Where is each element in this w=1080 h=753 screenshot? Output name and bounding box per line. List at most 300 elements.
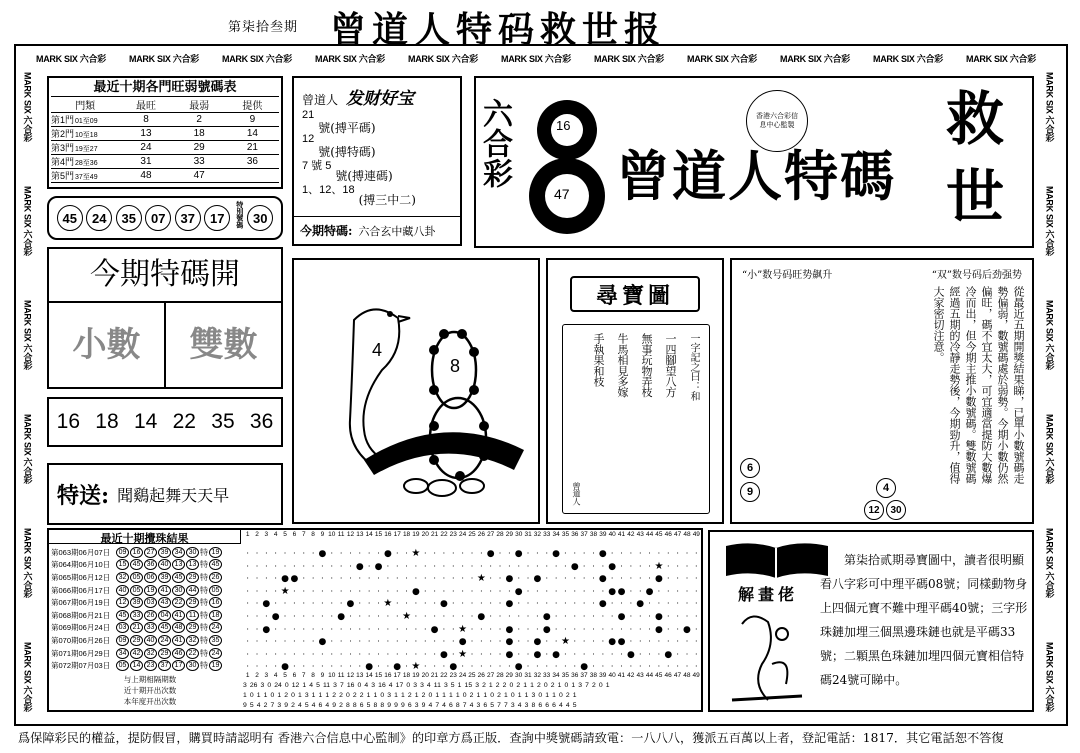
banner-right-2: 世 — [946, 163, 1005, 231]
col-header: 最旺 — [135, 101, 156, 112]
grid-cell: · — [339, 599, 343, 609]
grid-bottom-number: 3 — [264, 672, 269, 679]
grid-cell: ● — [645, 586, 654, 597]
grid-cell: · — [610, 662, 614, 672]
grid-col-number: 7 — [301, 531, 306, 538]
grid-cell: · — [377, 649, 380, 659]
grid-cell: · — [246, 599, 249, 609]
newspaper-title: 曾道人特码救世报 — [330, 9, 667, 51]
grid-cell: · — [629, 624, 633, 634]
result-num: 13 — [186, 559, 199, 570]
special-label: 特 — [200, 585, 208, 595]
grid-cell: · — [582, 586, 586, 596]
result-num: 45 — [130, 559, 143, 570]
grid-cell: · — [377, 574, 380, 584]
grid-bottom-number: 26 — [477, 672, 485, 679]
grid-cell: · — [330, 549, 334, 558]
grid-cell: · — [508, 662, 511, 672]
grid-cell: · — [564, 549, 567, 558]
grid-cell: · — [648, 624, 651, 634]
grid-cell: · — [629, 549, 633, 558]
grid-cell: · — [442, 624, 446, 634]
result-num: 48 — [172, 622, 185, 633]
grid-cell: ● — [617, 612, 626, 622]
grid-cell: · — [592, 637, 595, 647]
grid-cell: · — [414, 561, 418, 571]
grid-cell: · — [246, 662, 249, 672]
result-num: 41 — [158, 585, 171, 596]
grid-cell: · — [414, 599, 418, 609]
grid-cell: · — [536, 549, 539, 558]
result-special: 16 — [209, 597, 222, 608]
grid-cell: · — [498, 599, 502, 609]
grid-cell: · — [695, 574, 698, 584]
result-num: 43 — [158, 597, 171, 608]
grid-cell: · — [573, 574, 577, 584]
grid-cell: · — [554, 637, 558, 647]
grid-cell: · — [470, 574, 474, 584]
grid-cell: · — [442, 549, 446, 558]
grid-cell: · — [592, 599, 595, 609]
result-issue: 第064期06月10日 — [51, 560, 111, 570]
grid-cell: · — [255, 637, 259, 647]
result-row — [51, 571, 241, 584]
grid-bottom-number: 1 — [245, 672, 250, 679]
grid-cell: · — [526, 561, 530, 571]
result-num: 27 — [144, 547, 157, 558]
special-tag: 特別號碼 — [235, 201, 243, 228]
grid-cell: · — [377, 662, 380, 672]
result-num: 29 — [186, 622, 199, 633]
result-num: 44 — [186, 585, 199, 596]
grid-cell: · — [274, 561, 277, 571]
grid-cell: ● — [542, 624, 551, 635]
grid-cell: ● — [505, 574, 514, 585]
grid-cell: · — [423, 612, 427, 621]
grid-cell: · — [592, 561, 595, 571]
result-special: 19 — [209, 547, 222, 558]
grid-cell: · — [395, 549, 399, 558]
brand-tag: MARK SIX 六合彩 — [1044, 72, 1055, 142]
grid-cell: · — [517, 637, 520, 647]
tip-text: (搏三中二) — [358, 193, 416, 207]
result-issue: 第065期06月12日 — [51, 572, 111, 582]
grid-cell: · — [620, 649, 623, 659]
grid-cell: · — [311, 637, 315, 647]
grid-cell: · — [255, 612, 259, 621]
result-num: 16 — [130, 547, 143, 558]
treasure-box — [546, 258, 724, 524]
grid-cell: · — [367, 637, 371, 647]
grid-cell: · — [573, 662, 577, 672]
grid-cell: · — [358, 612, 362, 621]
brand-tag: MARK SIX 六合彩 — [22, 528, 33, 598]
tip-text: 號(搏連碼) — [335, 169, 393, 183]
grid-cell: · — [545, 662, 549, 672]
grid-cell: · — [695, 586, 698, 596]
banner-eight-icon — [522, 88, 612, 238]
grid-bottom-number: 28 — [496, 672, 504, 679]
grid-cell: · — [536, 561, 539, 571]
grid-cell: · — [367, 649, 371, 659]
grid-cell: ● — [552, 549, 561, 559]
grid-cell: · — [452, 637, 455, 647]
grid-cell: ● — [383, 549, 392, 559]
grid-col-number: 3 — [264, 531, 269, 538]
result-num: 29 — [130, 635, 143, 646]
grid-cell: · — [592, 662, 595, 672]
special-ball: 30 — [247, 205, 273, 231]
grid-col-number: 33 — [543, 531, 551, 538]
grid-cell: ● — [440, 649, 448, 660]
grid-col-number: 38 — [589, 531, 598, 538]
tip-text: 號(搏特碼) — [318, 145, 376, 159]
grid-cell: · — [246, 549, 249, 558]
grid-cell: · — [339, 574, 343, 584]
grid-cell: · — [377, 586, 380, 596]
today-number: 36 — [249, 410, 274, 433]
grid-cell: ★ — [476, 573, 486, 585]
grid-col-number: 16 — [384, 531, 392, 538]
grid-cell: · — [554, 561, 558, 571]
grid-cell: · — [405, 561, 408, 571]
grid-cell: · — [358, 549, 362, 558]
grid-cell: · — [526, 624, 530, 634]
grid-cell: · — [657, 662, 661, 672]
grid-cell: · — [311, 586, 315, 596]
grid-cell: · — [386, 561, 390, 571]
grid-col-number: 41 — [617, 531, 626, 538]
grid-cell: · — [274, 637, 277, 647]
grid-cell: · — [582, 637, 586, 647]
grid-cell: · — [452, 612, 455, 621]
grid-cell: · — [377, 637, 380, 647]
grid-cell: · — [638, 624, 642, 634]
grid-cell: · — [601, 612, 605, 621]
tip-number: 1、12、18 — [302, 184, 355, 196]
grid-cell: · — [554, 612, 558, 621]
grid-cell: · — [480, 586, 483, 596]
result-num: 39 — [158, 547, 171, 558]
grid-cell: ● — [617, 637, 626, 648]
grid-col-number: 14 — [365, 531, 373, 538]
grid-cell: · — [349, 649, 352, 659]
grid-cell: · — [302, 624, 306, 634]
grid-cell: · — [582, 574, 586, 584]
banner-title: 曾道人特碼 — [616, 144, 896, 208]
grid-cell: · — [667, 574, 670, 584]
grid-cell: · — [311, 549, 315, 558]
grid-cell: · — [676, 624, 679, 634]
grid-cell: · — [638, 637, 642, 647]
grid-cell: · — [573, 649, 577, 659]
today-title: 今期特碼開 — [49, 249, 281, 303]
grid-cell: · — [246, 586, 249, 596]
result-issue: 第066期06月17日 — [51, 585, 111, 595]
grid-col-number: 27 — [487, 531, 495, 538]
special-label: 特 — [200, 635, 208, 645]
grid-cell: · — [442, 574, 446, 584]
grid-cell: · — [293, 586, 296, 596]
grid-cell: · — [349, 561, 352, 571]
grid-cell: · — [349, 586, 352, 596]
grid-cell: ● — [598, 574, 607, 585]
result-ball: 17 — [204, 205, 230, 231]
analysis-ball: 30 — [886, 500, 906, 520]
grid-cell: · — [405, 549, 408, 558]
brand-tag: MARK SIX 六合彩 — [1044, 186, 1055, 256]
grid-cell: ★ — [560, 636, 570, 648]
result-num: 40 — [158, 559, 171, 570]
grid-col-number: 11 — [337, 531, 345, 538]
row-range: 01至09 — [75, 118, 98, 125]
grid-cell: · — [339, 649, 343, 659]
grid-cell: · — [293, 637, 296, 647]
row-door: 第1門 — [51, 115, 75, 125]
grid-footer-line: 1 0 1 1 0 1 2 0 1 3 1 1 1 2 2 0 2 2 1 1 0 3 1 1 2 1 2 0 1 1 1 1 0 2 1 1 0 2 1 0 1 1 3 0 1 1 0 2 1 — [243, 692, 577, 699]
tip-text: 號(搏平碼) — [318, 121, 376, 135]
grid-cell: · — [648, 637, 651, 647]
grid-cell: · — [517, 561, 520, 571]
grid-col-number: 2 — [255, 531, 259, 538]
grid-cell: · — [433, 549, 436, 558]
row-label — [51, 113, 119, 127]
grid-cell: ● — [374, 561, 383, 572]
grid-col-number: 9 — [320, 531, 325, 538]
grid-bottom-number: 22 — [440, 672, 448, 679]
result-ball: 37 — [175, 205, 201, 231]
grid-cell: ● — [440, 599, 448, 610]
result-special: 24 — [209, 622, 222, 633]
grid-cell: · — [480, 549, 483, 558]
grid-cell: · — [246, 574, 249, 584]
result-num: 41 — [172, 610, 185, 621]
grid-col-number: 8 — [311, 531, 315, 538]
grid-cell: · — [676, 637, 679, 647]
result-issue: 第067期06月19日 — [51, 598, 111, 608]
grid-cell: · — [536, 662, 539, 672]
grid-cell: · — [610, 624, 614, 634]
result-num: 45 — [172, 572, 185, 583]
result-row — [51, 596, 241, 609]
grid-col-number: 17 — [393, 531, 401, 538]
grid-cell: · — [255, 574, 259, 584]
grid-cell: · — [489, 586, 492, 596]
row-door: 第5門 — [51, 171, 75, 181]
special-label: 特 — [200, 560, 208, 570]
grid-cell: · — [311, 574, 315, 584]
result-num: 19 — [144, 585, 157, 596]
grid-bottom-number: 21 — [430, 672, 439, 679]
grid-cell: · — [442, 561, 446, 571]
grid-cell: · — [246, 561, 249, 571]
grid-cell: · — [638, 561, 642, 571]
grid-cell: · — [330, 561, 334, 571]
grid-cell: · — [265, 586, 268, 596]
grid-bottom-number: 2 — [255, 672, 259, 679]
special-label: 特 — [200, 598, 208, 608]
grid-bottom-number: 36 — [571, 672, 579, 679]
grid-cell: · — [265, 549, 268, 558]
grid-cell: · — [311, 599, 315, 609]
grid-cell: · — [620, 599, 623, 609]
grid-cell: · — [695, 561, 698, 571]
grid-cell: · — [480, 637, 483, 647]
row-range: 10至18 — [75, 132, 98, 139]
grid-cell: · — [377, 612, 380, 621]
grid-cell: ● — [654, 612, 663, 622]
grid-cell: · — [489, 624, 492, 634]
treasure-line: 一四腳望八方 — [664, 333, 677, 398]
offer-value: 21 — [246, 142, 258, 153]
grid-cell: · — [498, 561, 502, 571]
grid-cell: · — [573, 549, 577, 558]
grid-col-number: 22 — [440, 531, 448, 538]
grid-cell: · — [386, 624, 390, 634]
grid-col-number: 24 — [459, 531, 467, 538]
grid-cell: · — [395, 637, 399, 647]
grid-cell: · — [582, 599, 586, 609]
grid-cell: · — [498, 586, 502, 596]
grid-col-number: 26 — [477, 531, 485, 538]
grid-cell: · — [339, 549, 343, 558]
grid-cell: · — [554, 599, 558, 609]
grid-cell: · — [601, 649, 605, 659]
grid-cell: · — [405, 624, 408, 634]
grid-cell: · — [592, 612, 595, 621]
grid-cell: · — [461, 549, 464, 558]
grid-cell: · — [302, 637, 306, 647]
grid-cell: · — [302, 549, 306, 558]
grid-cell: · — [311, 624, 315, 634]
brand-tag: MARK SIX 六合彩 — [22, 414, 33, 484]
result-num: 22 — [186, 648, 199, 659]
bird-panel — [292, 258, 540, 524]
balls-box — [47, 196, 283, 240]
grid-cell: · — [293, 624, 296, 634]
grid-cell: · — [246, 637, 249, 647]
grid-cell: · — [349, 574, 352, 584]
brand-tag: MARK SIX 六合彩 — [1044, 642, 1055, 712]
grid-col-number: 19 — [412, 531, 420, 538]
grid-cell: · — [283, 612, 287, 621]
grid-cell: · — [358, 574, 362, 584]
grid-cell: · — [349, 549, 352, 558]
grid-col-number: 49 — [692, 531, 700, 538]
grid-cell: · — [648, 561, 651, 571]
grid-cell: · — [452, 599, 455, 609]
grid-cell: · — [508, 561, 511, 571]
result-num: 21 — [130, 622, 143, 633]
grid-cell: · — [330, 574, 334, 584]
result-special: 19 — [209, 660, 222, 671]
grid-cell: · — [321, 586, 324, 596]
grid-cell: · — [433, 662, 436, 672]
grid-cell: ● — [626, 649, 635, 660]
grid-cell: ● — [458, 637, 467, 648]
grid-cell: · — [610, 574, 614, 584]
grid-cell: · — [349, 637, 352, 647]
today-special-box — [47, 247, 283, 389]
grid-col-number: 6 — [292, 531, 297, 538]
tesong-box — [47, 463, 283, 525]
grid-cell: · — [367, 586, 371, 596]
grid-cell: · — [433, 637, 436, 647]
grid-cell: · — [526, 612, 530, 621]
grid-cell: · — [685, 637, 689, 647]
grid-bottom-number: 14 — [365, 672, 373, 679]
grid-cell: · — [489, 612, 492, 621]
grid-bottom-number: 9 — [320, 672, 325, 679]
grid-col-number: 21 — [430, 531, 439, 538]
grid-bottom-number: 18 — [402, 672, 411, 679]
grid-cell: · — [498, 662, 502, 672]
grid-cell: · — [470, 561, 474, 571]
grid-cell: · — [395, 574, 399, 584]
tip-number: 21 — [302, 109, 315, 121]
grid-cell: · — [395, 586, 399, 596]
result-num: 05 — [130, 585, 143, 596]
grid-cell: · — [358, 637, 362, 647]
grid-col-number: 1 — [245, 531, 250, 538]
grid-cell: ● — [654, 574, 663, 585]
grid-cell: · — [311, 561, 315, 571]
grid-cell: · — [321, 599, 324, 609]
result-num: 14 — [130, 660, 143, 671]
grid-cell: · — [517, 624, 520, 634]
grid-bottom-number: 39 — [599, 672, 607, 679]
grid-cell: ● — [608, 561, 617, 572]
grid-cell: · — [358, 599, 362, 609]
grid-cell: · — [423, 599, 427, 609]
result-issue: 第071期06月29日 — [51, 648, 111, 658]
brand-tag: MARK SIX 六合彩 — [501, 54, 571, 64]
grid-footer-line: 3 26 3 0 24 0 12 1 4 5 11 3 7 16 0 4 3 16 4 17 0 3 3 4 11 3 5 1 15 3 2 1 2 2 0 2 1 1 2 0 2 1 0 1 3 7 2 0 1 — [243, 682, 610, 689]
grid-bottom-number: 7 — [301, 672, 306, 679]
brand-tag: MARK SIX 六合彩 — [315, 54, 385, 64]
grid-cell: · — [685, 649, 689, 659]
grid-cell: · — [311, 662, 315, 672]
grid-bottom-number: 27 — [486, 672, 495, 679]
tips-footer-label: 今期特碼: — [300, 224, 353, 238]
grid-cell: · — [442, 637, 446, 647]
grid-cell: · — [582, 549, 586, 558]
grid-cell: · — [517, 612, 520, 621]
grid-cell: · — [302, 561, 306, 571]
grid-cell: · — [638, 649, 642, 659]
grid-col-number: 44 — [645, 531, 654, 538]
hot-weak-row — [51, 113, 279, 127]
grid-cell: · — [246, 612, 249, 621]
grid-cell: · — [676, 612, 679, 621]
result-num: 45 — [158, 622, 171, 633]
weak-value: 18 — [193, 128, 205, 139]
result-special: 18 — [209, 610, 222, 621]
grid-cell: · — [545, 586, 549, 596]
grid-cell: · — [695, 662, 698, 672]
grid-cell: · — [526, 574, 530, 584]
banner-right-1: 救 — [946, 85, 1005, 153]
grid-cell: · — [545, 549, 549, 558]
analysis-head-left: “小”数号码旺势飙升 — [742, 270, 833, 281]
grid-cell: · — [685, 561, 689, 571]
row-label — [51, 155, 119, 169]
grid-cell: ● — [608, 586, 617, 597]
treasure-sign: 曾道人 — [572, 481, 581, 505]
grid-bottom-number: 42 — [627, 672, 635, 679]
grid-cell: · — [629, 561, 633, 571]
result-num: 17 — [172, 660, 185, 671]
